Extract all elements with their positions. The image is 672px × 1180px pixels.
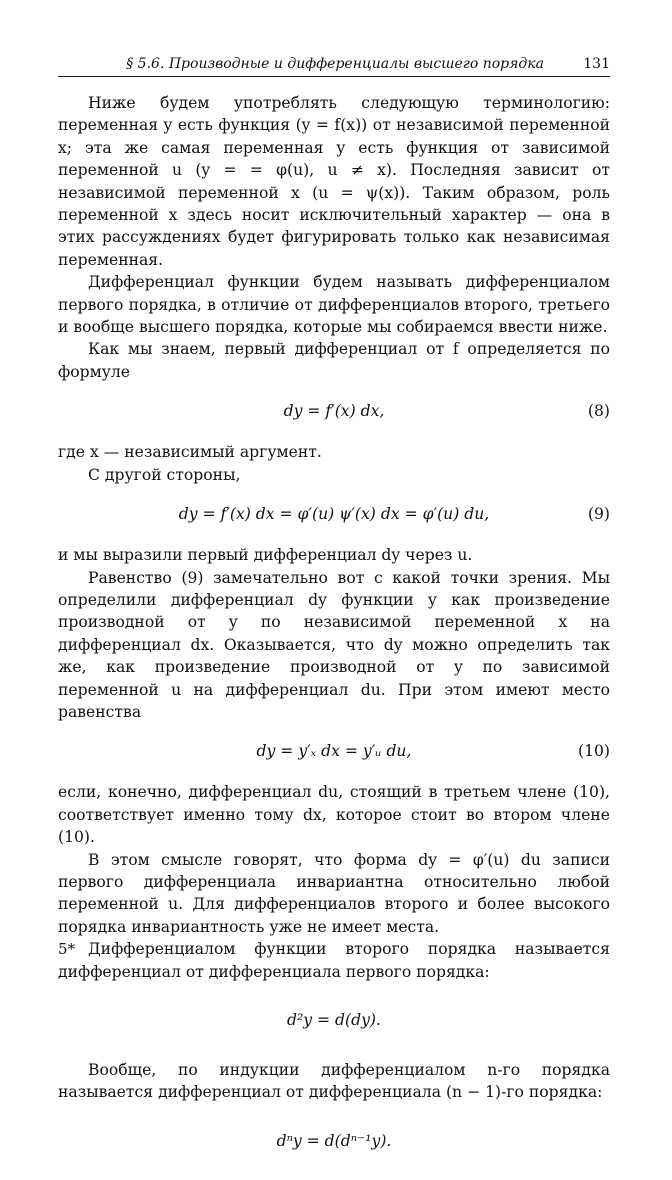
equation-nth-order-body: dⁿy = d(dⁿ⁻¹y). <box>276 1131 392 1150</box>
equation-10-body: dy = y′ₓ dx = y′ᵤ du, <box>256 742 412 761</box>
equation-8 <box>58 400 610 422</box>
paragraph-formula-intro: Как мы знаем, первый дифференциал от f определяется по формуле <box>58 340 610 381</box>
equation-nth-order <box>58 1130 610 1152</box>
equation-10 <box>58 740 610 762</box>
paragraph-other-side: С другой стороны, <box>88 465 241 484</box>
paragraph-terminology: Ниже будем употреблять следующую терминологию: переменная y есть функция (y = f(x)) от независимой переменной x; эта же самая переменная y есть функция от зависимой переменной u (y = = φ(u), u ≠ x). Последняя зависит от независимой переменной x (u = ψ(x)). Таким образом, роль переменной x здесь носит исключительный характер — она в этих рассуждениях будет фигурировать только как независимая переменная. <box>58 94 610 269</box>
signature-mark: 5* <box>58 940 76 958</box>
equation-second-order-body: d²y = d(dy). <box>287 1011 381 1029</box>
header-title: § 5.6. Производные и дифференциалы высшего порядка <box>126 56 544 72</box>
paragraph-invariance: В этом смысле говорят, что форма dy = φ′(u) du записи первого дифференциала инвариантна относительно любой переменной u. Для дифференциалов второго и более высокого порядка инвариантность уже не имеет места. <box>58 850 610 936</box>
page-number: 131 <box>583 56 610 72</box>
equation-9-body: dy = f′(x) dx = φ′(u) ψ′(x) dx = φ′(u) du, <box>178 505 490 524</box>
paragraph-expressed: и мы выразили первый дифференциал dy через u. <box>58 546 473 565</box>
equation-10-number: (10) <box>577 742 610 761</box>
equation-second-order <box>58 1009 610 1031</box>
paragraph-where-x: где x — независимый аргумент. <box>58 443 322 462</box>
equation-8-body: dy = f′(x) dx, <box>283 402 385 421</box>
body-text <box>58 92 610 1180</box>
equation-9-number: (9) <box>587 505 610 524</box>
paragraph-if-differential: если, конечно, дифференциал du, стоящий в третьем члене (10), соответствует именно тому dx, которое стоит во втором члене (10). <box>58 783 610 847</box>
paragraph-equality-9: Равенство (9) замечательно вот с какой точки зрения. Мы определили дифференциал dy функции y как произведение производной от y по независимой переменной x на дифференциал dx. Оказывается, что dy можно определить так же, как произведение производной от y по зависимой переменной u на дифференциал du. При этом имеют место равенства <box>58 568 610 721</box>
equation-9 <box>58 503 610 525</box>
equation-8-number: (8) <box>587 402 610 421</box>
paragraph-second-order: Дифференциалом функции второго порядка называется дифференциал от дифференциала первого порядка: <box>58 940 610 981</box>
running-header <box>58 56 610 77</box>
paragraph-nth-order: Вообще, по индукции дифференциалом n-го порядка называется дифференциал от дифференциала (n − 1)-го порядка: <box>58 1061 610 1102</box>
paragraph-first-order: Дифференциал функции будем называть дифференциалом первого порядка, в отличие от дифференциалов второго, третьего и вообще высшего порядка, которые мы собираемся ввести ниже. <box>58 273 610 337</box>
